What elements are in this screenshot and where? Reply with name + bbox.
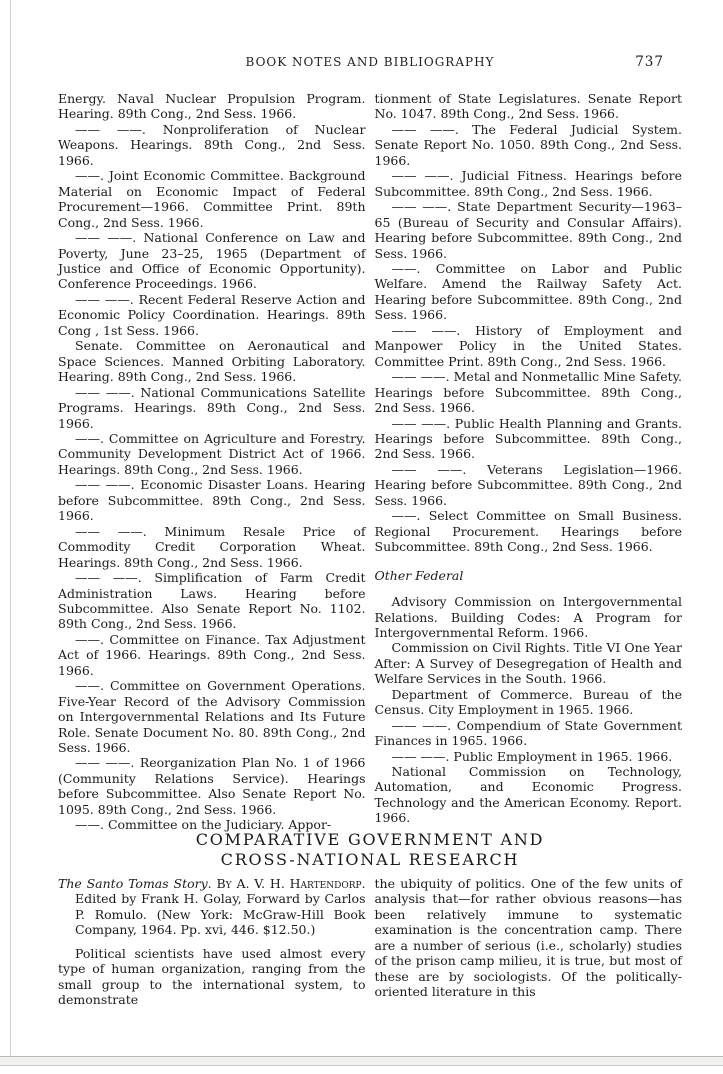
bibliography-entry: National Commission on Technology, Automation, and Economic Progress. Technology and the American Economy. Report. 1966. [374, 764, 682, 826]
book-title-italic: The Santo Tomas Story [58, 876, 208, 891]
bibliography-entry: —— ——. Economic Disaster Loans. Hearing before Subcommittee. 89th Cong., 2nd Sess. 1966. [58, 477, 366, 524]
review-paragraph-right: the ubiquity of politics. One of the few units of analysis that—for rather obvious reasons—has been relatively immune to systematic examination is the concentration camp. There are a number of serious (i.e., scholarly) studies of the prison camp milieu, it is true, but most of these are by sociologists. Of the politically-oriented literature in this [374, 876, 682, 1000]
bibliography-entry: —— ——. Metal and Nonmetallic Mine Safety. Hearings before Subcommittee. 89th Cong., 2nd Sess. 1966. [374, 369, 682, 416]
bibliography-left-column [58, 91, 366, 833]
book-citation [58, 876, 366, 938]
bibliography-entry: —— ——. The Federal Judicial System. Senate Report No. 1050. 89th Cong., 2nd Sess. 1966. [374, 121, 682, 168]
bibliography-entry: —— ——. Public Employment in 1965. 1966. [391, 748, 673, 764]
bibliography-entry: —— ——. Veterans Legislation—1966. Hearing before Subcommittee. 89th Cong., 2nd Sess. 1966. [374, 461, 682, 508]
bibliography-entry: ——. Committee on Agriculture and Forestry. Community Development District Act of 1966. Hearings. 89th Cong., 2nd Sess. 1966. [58, 430, 366, 477]
bibliography-entry: —— ——. Simplification of Farm Credit Administration Laws. Hearing before Subcommittee. Also Senate Report No. 1102. 89th Cong., 2nd Sess. 1966. [58, 570, 366, 632]
bibliography-entry: ——. Select Committee on Small Business. Regional Procurement. Hearings before Subcommittee. 89th Cong., 2nd Sess. 1966. [374, 508, 682, 555]
running-head [58, 55, 682, 71]
bibliography-entry: Energy. Naval Nuclear Propulsion Program. Hearing. 89th Cong., 2nd Sess. 1966. [58, 91, 366, 122]
bibliography-entry: —— ——. National Communications Satellite Programs. Hearings. 89th Cong., 2nd Sess. 1966. [58, 384, 366, 431]
bibliography-entry: —— ——. Minimum Resale Price of Commodity Credit Corporation Wheat. Hearings. 89th Cong., 2nd Sess. 1966. [58, 523, 366, 570]
bibliography-entry: —— ——. History of Employment and Manpower Policy in the United States. Committee Print. 89th Cong., 2nd Sess. 1966. [374, 322, 682, 369]
bibliography-columns [58, 91, 682, 833]
bibliography-entry: ——. Joint Economic Committee. Background Material on Economic Impact of Federal Procurement—1966. Committee Print. 89th Cong., 2nd Sess. 1966. [58, 168, 366, 230]
bibliography-entry: —— ——. Public Health Planning and Grants. Hearings before Subcommittee. 89th Cong., 2nd Sess. 1966. [374, 415, 682, 462]
bibliography-entry: —— ——. Reorganization Plan No. 1 of 1966 (Community Relations Service). Hearings before Subcommittee. Also Senate Report No. 1095. 89th Cong., 2nd Sess. 1966. [58, 755, 366, 817]
bibliography-entry: ——. Committee on Finance. Tax Adjustment Act of 1966. Hearings. 89th Cong., 2nd Sess. 1966. [58, 631, 366, 678]
review-paragraph-left: Political scientists have used almost every type of human organization, ranging from the small group to the international system, to demonstrate [58, 945, 366, 1008]
bibliography-entry: —— ——. State Department Security—1963–65 (Bureau of Security and Consular Affairs). Hearing before Subcommittee. 89th Cong., 2nd Sess. 1966. [374, 199, 682, 261]
bibliography-entry: ——. Committee on Government Operations. Five-Year Record of the Advisory Commission on Intergovernmental Relations and Its Future Role. Senate Document No. 80. 89th Cong., 2nd Sess. 1966. [58, 678, 366, 756]
bibliography-entry: tionment of State Legislatures. Senate Report No. 1047. 89th Cong., 2nd Sess. 1966. [374, 91, 682, 122]
bibliography-entry: Advisory Commission on Intergovernmental Relations. Building Codes: A Program for Intergovernmental Reform. 1966. [374, 594, 682, 640]
page-left-edge-rule [10, 0, 11, 1057]
section-title [58, 830, 682, 869]
bibliography-entry: —— ——. National Conference on Law and Poverty, June 23–25, 1965 (Department of Justice and Office of Economic Opportunity). Conference Proceedings. 1966. [58, 230, 366, 292]
book-author-smallcaps: By A. V. H. Hartendorp. [216, 876, 366, 891]
bibliography-entry: —— ——. Compendium of State Government Finances in 1965. 1966. [374, 717, 682, 749]
page-bottom-edge [0, 1056, 723, 1066]
review-left-column [58, 876, 366, 1008]
bibliography-entry: —— ——. Nonproliferation of Nuclear Weapons. Hearings. 89th Cong., 2nd Sess. 1966. [58, 121, 366, 168]
bibliography-entry: ——. Committee on the Judiciary. Appor- [75, 817, 332, 833]
bibliography-entry: Commission on Civil Rights. Title VI One Year After: A Survey of Desegregation of Health and Welfare Services in the South. 1966. [374, 640, 682, 687]
section-title-line1: COMPARATIVE GOVERNMENT AND [195, 830, 545, 849]
review-right-column [375, 876, 683, 1008]
review-columns [58, 876, 682, 1008]
bibliography-right-column [375, 91, 683, 833]
other-federal-subheading: Other Federal [374, 567, 464, 583]
bibliography-entry: Senate. Committee on Aeronautical and Space Sciences. Manned Orbiting Laboratory. Hearing. 89th Cong., 2nd Sess. 1966. [58, 338, 366, 385]
bibliography-right-bottom [375, 594, 683, 826]
bibliography-entry: —— ——. Recent Federal Reserve Action and Economic Policy Coordination. Hearings. 89th Cong , 1st Sess. 1966. [58, 291, 366, 338]
section-title-line2: CROSS-NATIONAL RESEARCH [220, 849, 520, 869]
bibliography-entry: —— ——. Judicial Fitness. Hearings before Subcommittee. 89th Cong., 2nd Sess. 1966. [374, 168, 682, 199]
bibliography-right-top [375, 91, 683, 555]
book-citation-rest: Edited by Frank H. Golay, Forward by Carlos P. Romulo. (New York: McGraw-Hill Book Company, 1964. Pp. xvi, 446. $12.50.) [75, 891, 366, 938]
page-number: 737 [635, 54, 664, 70]
running-head-title: BOOK NOTES AND BIBLIOGRAPHY [245, 55, 495, 69]
bibliography-entry: Department of Commerce. Bureau of the Census. City Employment in 1965. 1966. [374, 686, 682, 718]
book-citation-separator: . [207, 876, 217, 891]
bibliography-entry: ——. Committee on Labor and Public Welfare. Amend the Railway Safety Act. Hearing before Subcommittee. 89th Cong., 2nd Sess. 1966. [374, 260, 682, 323]
next-page-strip [0, 1067, 723, 1074]
